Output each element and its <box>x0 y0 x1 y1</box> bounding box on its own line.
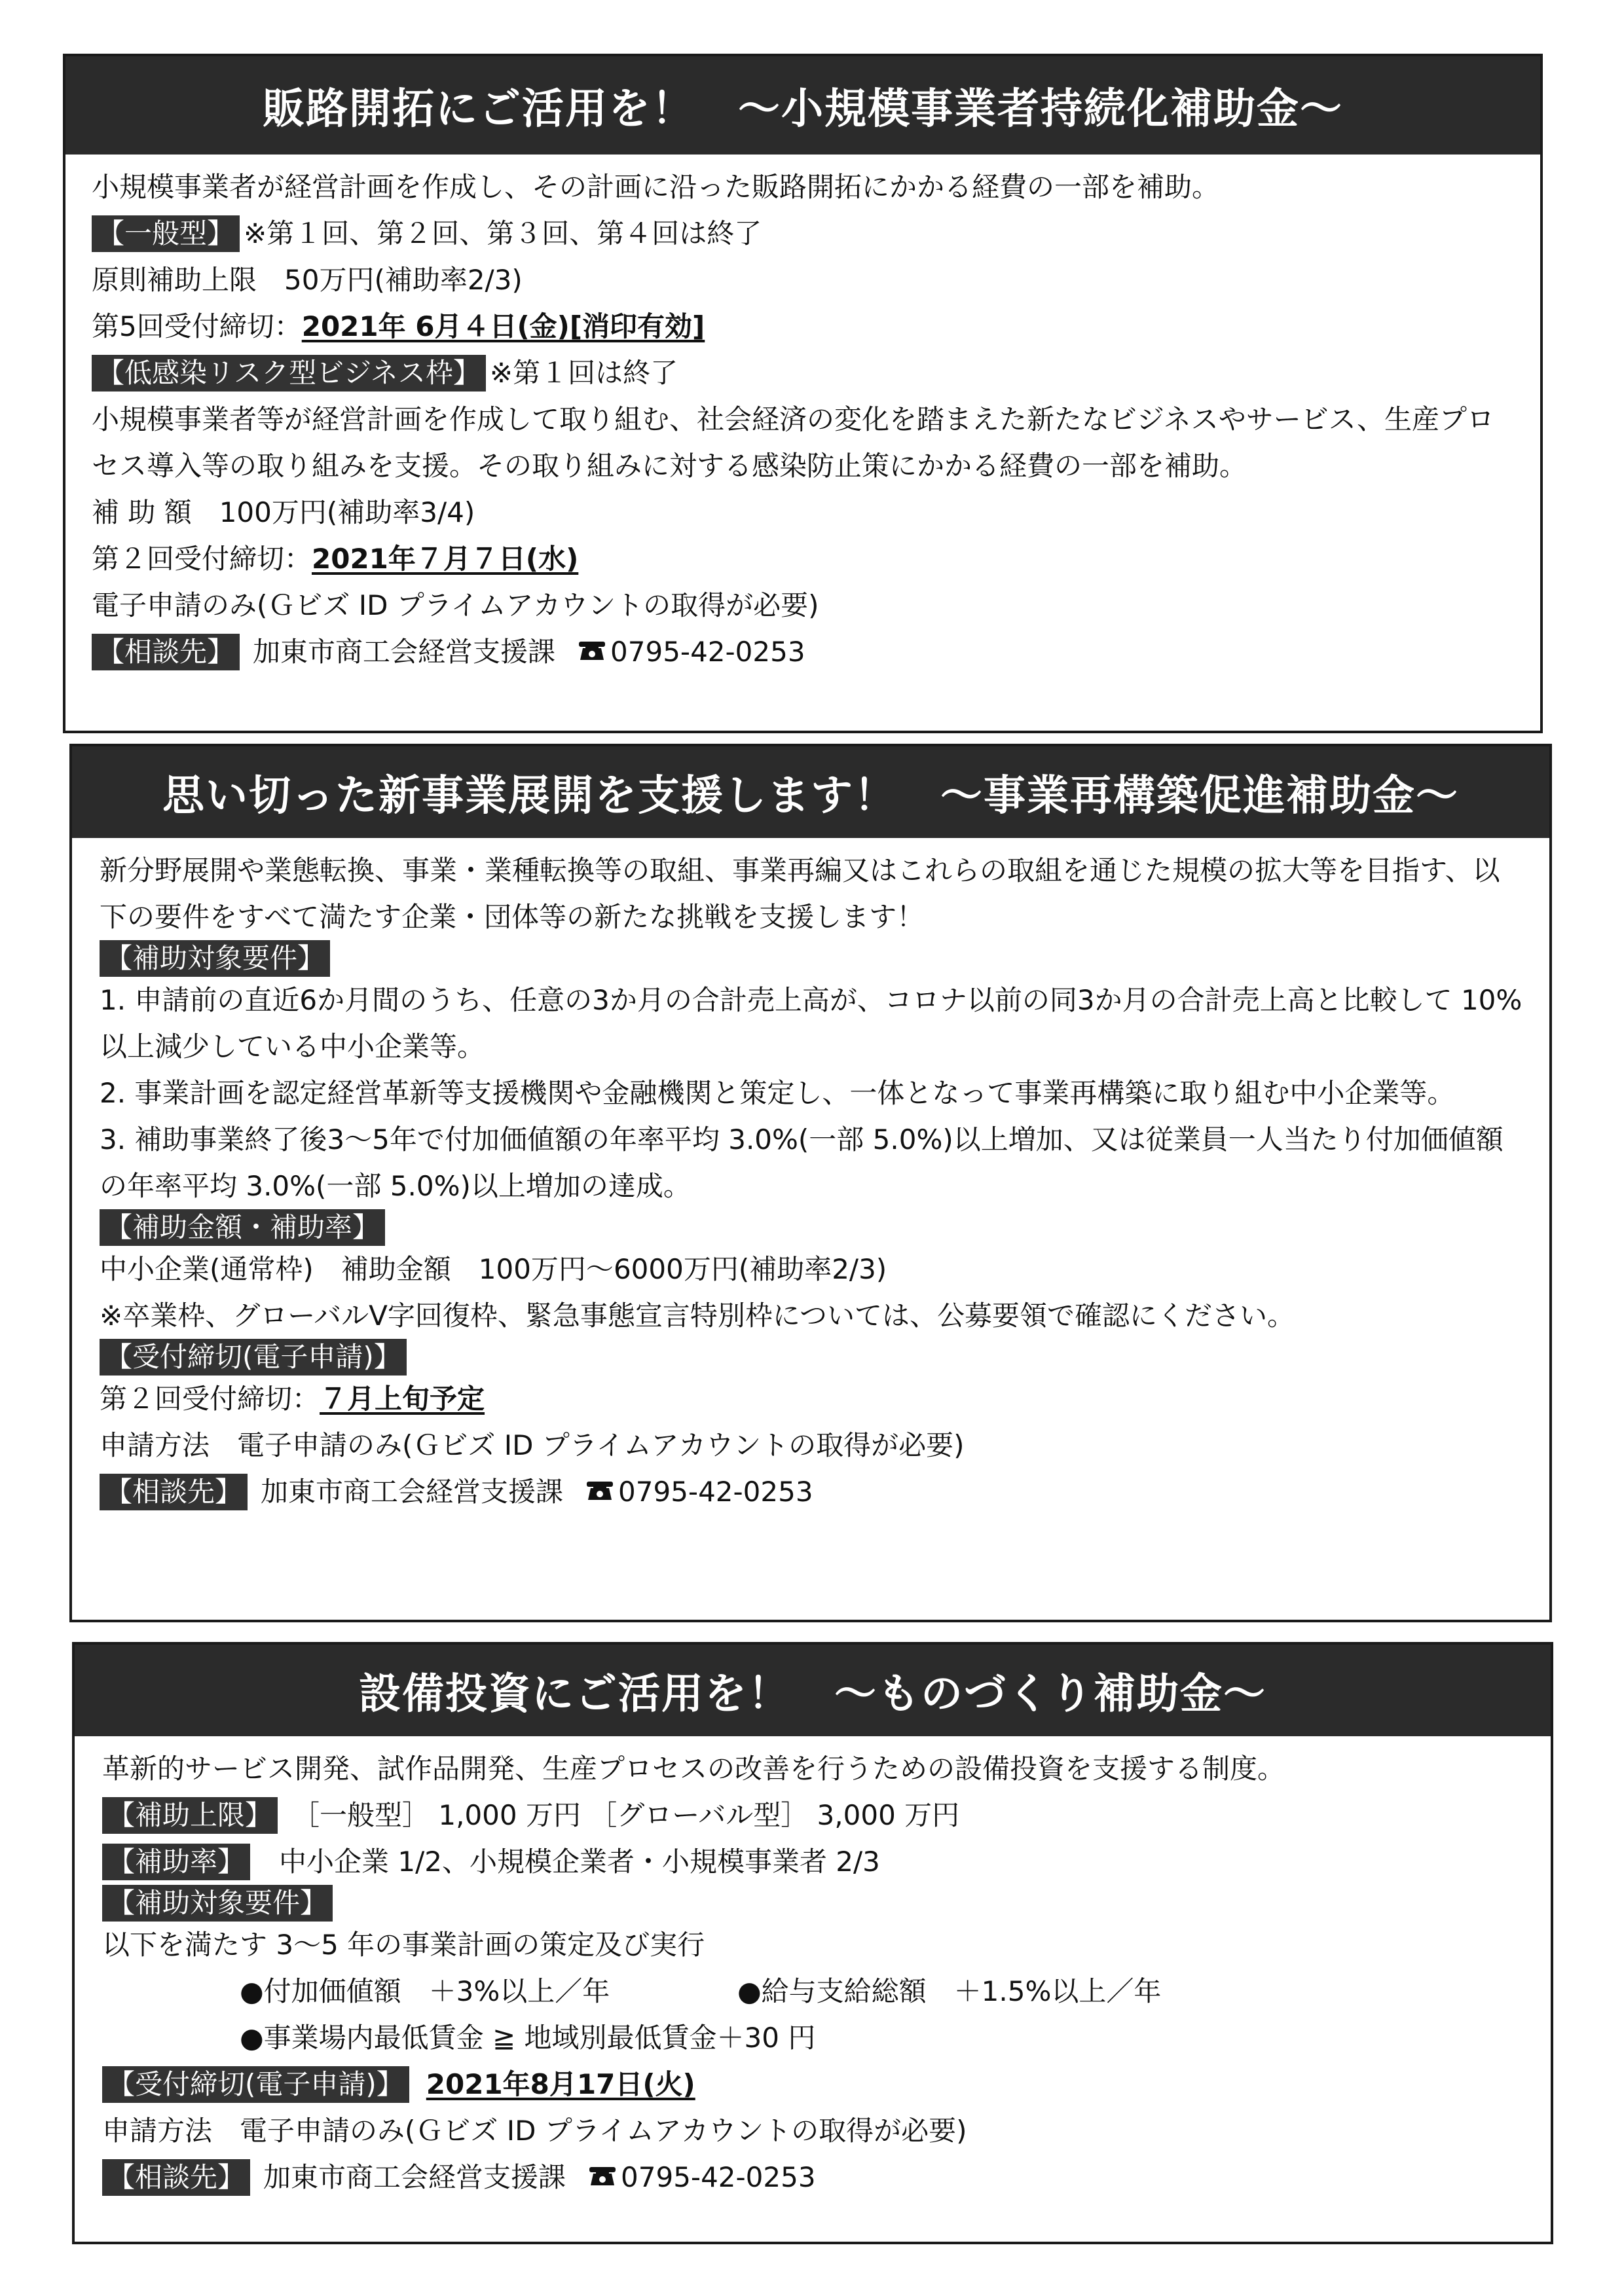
phone-number: 0795-42-0253 <box>610 636 805 668</box>
phone-icon <box>578 639 606 661</box>
apply-text: 申請方法 電子申請のみ(Ｇビズ ID プライムアカウントの取得が必要) <box>100 1429 965 1461</box>
contact-tag: 【相談先】 <box>100 1474 248 1510</box>
rate-tag: 【補助率】 <box>102 1844 250 1880</box>
general-note: ※第１回、第２回、第３回、第４回は終了 <box>244 217 762 249</box>
deadline-tag: 【受付締切(電子申請)】 <box>100 1339 407 1376</box>
section-jizokuka <box>63 54 1543 733</box>
contact-tag: 【相談先】 <box>92 634 240 670</box>
deadline-value: 2021年8月17日(火) <box>426 2068 695 2100</box>
requirement-1: 1. 申請前の直近6か月間のうち、任意の3か月の合計売上高が、コロナ以前の同3か月の合計売上高と比較して 10%以上減少している中小企業等。 <box>100 984 1522 1063</box>
limit-tag: 【補助上限】 <box>102 1797 278 1834</box>
requirement-2: 2. 事業計画を認定経営革新等支援機関や金融機関と策定し、一体となって事業再構築に取り組む中小企業等。 <box>100 1077 1455 1109</box>
section-title: 販路開拓にご活用を！ ～小規模事業者持続化補助金～ <box>65 56 1540 155</box>
apply-text: 電子申請のみ(Ｇビズ ID プライムアカウントの取得が必要) <box>92 589 819 621</box>
risk-note: ※第１回は終了 <box>489 357 678 389</box>
deadline-value: ７月上旬予定 <box>320 1383 485 1415</box>
section-body <box>75 1736 1551 2200</box>
deadline2-value: 2021年７月７日(水) <box>312 543 579 575</box>
intro-text: 小規模事業者が経営計画を作成し、その計画に沿った販路開拓にかかる経費の一部を補助。 <box>92 171 1220 203</box>
bullet-min-wage: ●事業場内最低賃金 ≧ 地域別最低賃金＋30 円 <box>240 2022 816 2054</box>
deadline-label: 第5回受付締切： <box>92 310 302 342</box>
apply-text: 申請方法 電子申請のみ(Ｇビズ ID プライムアカウントの取得が必要) <box>102 2115 967 2147</box>
section-title: 思い切った新事業展開を支援します！ ～事業再構築促進補助金～ <box>72 746 1549 838</box>
contact-name: 加東市商工会経営支援課 <box>253 636 556 668</box>
bullet-salary: ●給与支給総額 ＋1.5%以上／年 <box>737 1975 1162 2007</box>
deadline-label: 第２回受付締切： <box>100 1383 320 1415</box>
amount-tag: 【補助金額・補助率】 <box>100 1209 385 1246</box>
requirements-tag: 【補助対象要件】 <box>102 1885 333 1922</box>
section-title: 設備投資にご活用を！ ～ものづくり補助金～ <box>75 1645 1551 1736</box>
amount-text: 補 助 額 100万円(補助率3/4) <box>92 496 475 528</box>
intro-text: 新分野展開や業態転換、事業・業種転換等の取組、事業再編又はこれらの取組を通じた規模の拡大等を目指す、以下の要件をすべて満たす企業・団体等の新たな挑戦を支援します！ <box>100 854 1500 933</box>
contact-tag: 【相談先】 <box>102 2159 250 2196</box>
deadline-tag: 【受付締切(電子申請)】 <box>102 2066 409 2103</box>
phone-number: 0795-42-0253 <box>618 1476 813 1508</box>
contact-name: 加東市商工会経営支援課 <box>263 2161 566 2193</box>
phone-number: 0795-42-0253 <box>621 2161 816 2193</box>
risk-description: 小規模事業者等が経営計画を作成して取り組む、社会経済の変化を踏まえた新たなビジネスやサービス、生産プロセス導入等の取り組みを支援。その取り組みに対する感染防止策にかかる経費の一部を補助。 <box>92 403 1495 482</box>
rate-text: 中小企業 1/2、小規模企業者・小規模事業者 2/3 <box>279 1846 880 1878</box>
limit-text: ［一般型］ 1,000 万円 ［グローバル型］ 3,000 万円 <box>292 1799 960 1831</box>
phone-icon <box>588 2164 617 2187</box>
amount-text: 中小企業(通常枠) 補助金額 100万円～6000万円(補助率2/3) <box>100 1253 887 1285</box>
section-saikochiku <box>69 744 1552 1622</box>
limit-text: 原則補助上限 50万円(補助率2/3) <box>92 264 523 296</box>
bullet-value-added: ●付加価値額 ＋3%以上／年 <box>240 1975 610 2007</box>
contact-name: 加東市商工会経営支援課 <box>261 1476 564 1508</box>
section-monozukuri <box>72 1642 1553 2244</box>
risk-tag: 【低感染リスク型ビジネス枠】 <box>92 355 486 392</box>
requirement-3: 3. 補助事業終了後3～5年で付加価値額の年率平均 3.0%(一部 5.0%)以上増加、又は従業員一人当たり付加価値額の年率平均 3.0%(一部 5.0%)以上増加の達成。 <box>100 1123 1504 1202</box>
phone-icon <box>585 1479 614 1501</box>
requirements-intro: 以下を満たす 3～5 年の事業計画の策定及び実行 <box>102 1929 705 1961</box>
section-body <box>72 838 1549 1515</box>
general-tag: 【一般型】 <box>92 215 240 252</box>
section-body <box>65 155 1540 675</box>
intro-text: 革新的サービス開発、試作品開発、生産プロセスの改善を行うための設備投資を支援する制度。 <box>102 1753 1285 1785</box>
amount-note: ※卒業枠、グローバルV字回復枠、緊急事態宣言特別枠については、公募要領で確認にください。 <box>100 1300 1295 1332</box>
requirements-tag: 【補助対象要件】 <box>100 940 330 977</box>
deadline2-label: 第２回受付締切： <box>92 543 312 575</box>
deadline-value: 2021年 6月４日(金)[消印有効] <box>301 310 705 342</box>
